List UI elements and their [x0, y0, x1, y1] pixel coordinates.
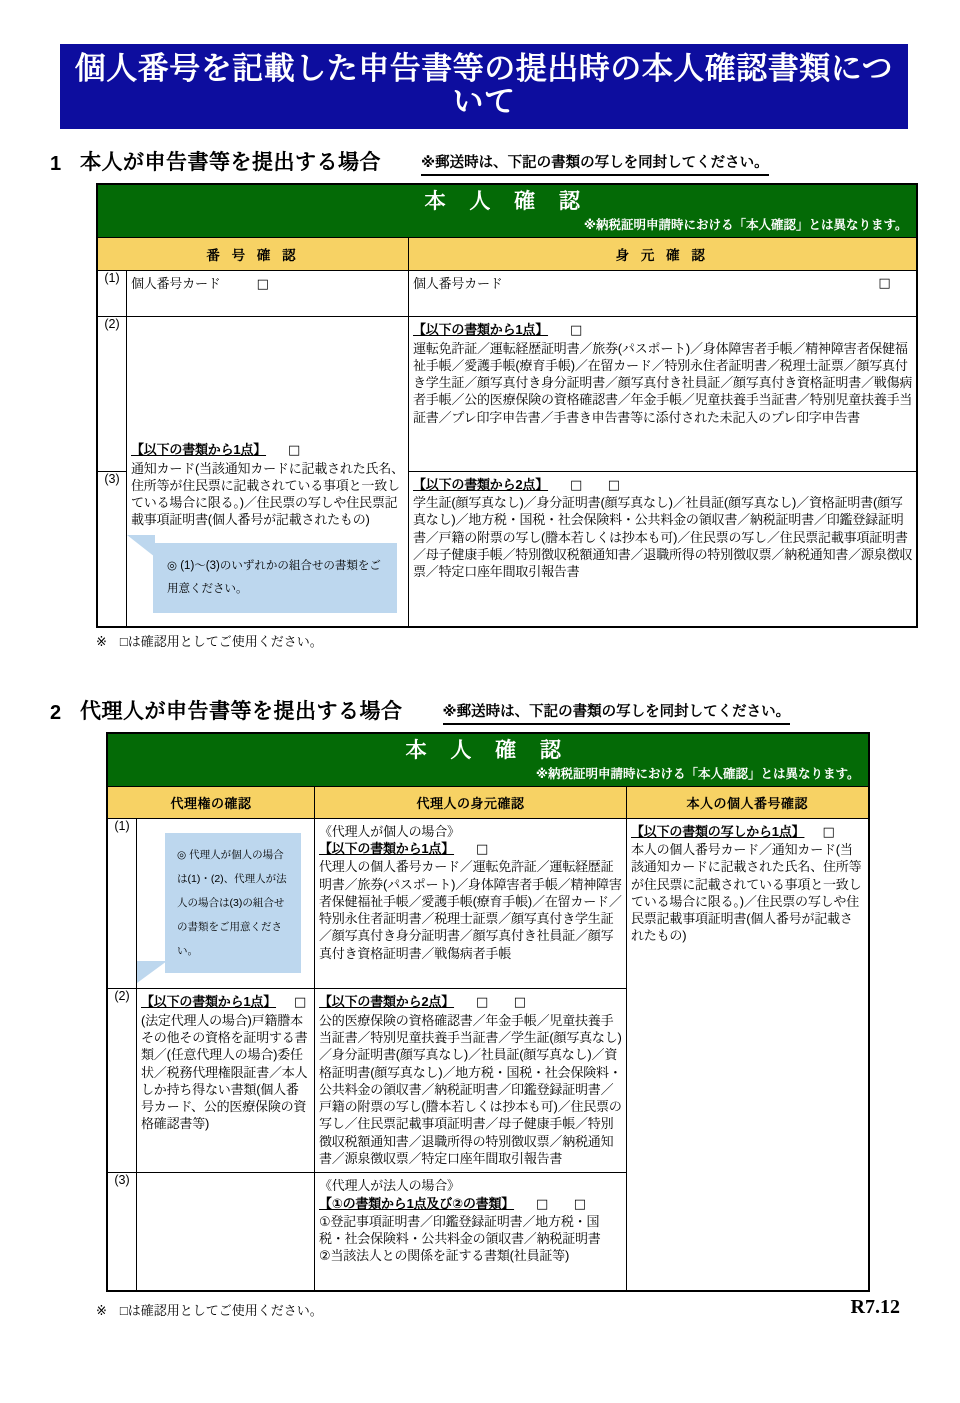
table-row — [97, 271, 917, 317]
table-2-r1-identity-body: 代理人の個人番号カード／運転免許証／運転経歴証明書／旅券(パスポート)／身体障害者手帳／精神障害者保健福祉手帳／愛護手帳(療育手帳)／在留カード／特別永住者証明書／税理士証票／顔写真付き学生証／顔写真付き身分証明書／顔写真付き社員証／顔写真付き資格証明書／戦傷病者手帳 — [319, 859, 622, 961]
table-1-r2-identity-heading: 【以下の書類から1点】 — [413, 322, 549, 338]
table-2-col-header-agency: 代理権の確認 — [107, 786, 315, 818]
checkbox-icon[interactable]: □ — [288, 443, 301, 459]
checkbox-icon[interactable]: □ □ — [536, 1196, 586, 1212]
table-1-number-check-body: 通知カード(当該通知カードに記載された氏名、住所等が住民票に記載されている事項と一致している場合に限る。)／住民票の写しや住民票記載事項証明書(個人番号が記載されたもの) — [131, 460, 404, 528]
table-1-r3-identity-heading: 【以下の書類から2点】 — [413, 476, 549, 492]
table-2-r2-agency-heading: 【以下の書類から1点】 — [141, 994, 277, 1010]
table-row — [97, 317, 917, 472]
combination-callout-2-text: ◎ 代理人が個人の場合は(1)・(2)、代理人が法人の場合は(3)の組合せの書類をご用意ください。 — [177, 848, 287, 958]
table-2-row-index-2: (2) — [107, 989, 137, 1173]
table-1-r1-number-check-label: 個人番号カード — [131, 276, 221, 292]
table-1-r1-identity-check-label: 個人番号カード — [413, 276, 503, 292]
table-2-r3-identity-heading: 【①の書類から1点及び②の書類】 — [319, 1195, 515, 1211]
checkbox-icon[interactable]: □ — [570, 323, 583, 339]
checkbox-icon[interactable]: □ — [878, 276, 891, 292]
checkbox-icon[interactable]: □ □ — [570, 477, 620, 493]
table-1-number-check-heading: 【以下の書類から1点】 — [131, 442, 267, 458]
combination-callout-2 — [165, 833, 301, 974]
table-1-green-title: 本 人 確 認 — [424, 190, 589, 214]
table-1-column-header-row — [97, 238, 917, 271]
identity-verification-table-1 — [96, 183, 918, 628]
page-title: 個人番号を記載した申告書等の提出時の本人確認書類について — [60, 44, 908, 129]
table-1-r2-identity-check — [409, 317, 917, 472]
table-2-r1-agent-identity — [315, 818, 627, 989]
table-2-r2-agency-check — [137, 989, 315, 1173]
checkbox-icon[interactable]: □ — [822, 824, 835, 840]
revision-label: R7.12 — [850, 1296, 900, 1319]
table-2-mynumber-span — [627, 818, 869, 1291]
table-1-r3-identity-check — [409, 471, 917, 626]
table-2-mynumber-body: 本人の個人番号カード／通知カード(当該通知カードに記載された氏名、住所等が住民票に記載されている事項と一致している場合に限る。)／住民票の写しや住民票記載事項証明書(個人番号が記載されたもの) — [631, 842, 862, 944]
table-2-r1-agency-check — [137, 818, 315, 989]
table-1-green-subtitle: ※納税証明申請時における「本人確認」とは異なります。 — [583, 218, 908, 233]
table-2-col-header-agent-identity: 代理人の身元確認 — [315, 786, 627, 818]
section-1-number: 1 — [50, 153, 62, 176]
section-1-mailing-note: ※郵送時は、下記の書類の写しを同封してください。 — [421, 151, 769, 176]
table-2-col-header-mynumber: 本人の個人番号確認 — [627, 786, 869, 818]
table-1-row-index-1: (1) — [97, 271, 127, 317]
checkbox-icon[interactable]: □ — [294, 995, 307, 1011]
table-1-footnote: ※ □は確認用としてご使用ください。 — [96, 633, 323, 649]
table-2-green-subtitle: ※納税証明申請時における「本人確認」とは異なります。 — [535, 766, 860, 781]
table-2-column-header-row — [107, 786, 869, 818]
table-row — [107, 818, 869, 989]
checkbox-icon[interactable]: □ □ — [476, 995, 526, 1011]
checkbox-icon[interactable]: □ — [256, 277, 269, 293]
table-2-r3-agency-check — [137, 1173, 315, 1292]
table-1-green-header — [97, 184, 917, 238]
table-2-r1-identity-heading: 【以下の書類から1点】 — [319, 841, 455, 857]
table-1-col-header-identity-check: 身 元 確 認 — [409, 238, 917, 271]
document-page — [0, 44, 960, 1403]
table-2-footer-row — [96, 1296, 900, 1319]
table-2-footnote: ※ □は確認用としてご使用ください。 — [96, 1303, 323, 1319]
combination-callout-1 — [153, 543, 397, 613]
table-2-r2-agency-body: (法定代理人の場合)戸籍謄本その他その資格を証明する書類／(任意代理人の場合)委任状／税務代理権限証書／本人しか持ち得ない書類(個人番号カード、公的医療保険の資格確認書等) — [141, 1012, 308, 1132]
table-1-r2-identity-body: 運転免許証／運転経歴証明書／旅券(パスポート)／身体障害者手帳／精神障害者保健福祉手帳／愛護手帳(療育手帳)／在留カード／特別永住者証明書／税理士証票／顔写真付き学生証／顔写真付き身分証明書／顔写真付き社員証／顔写真付き資格証明書／戦傷病者手帳／公的医療保険の資格確認書／年金手帳／児童扶養手当証書／特別児童扶養手当証書／プレ印字申告書／手書き申告書等に添付された未記入のプレ印字申告書 — [413, 340, 913, 425]
table-2-r3-identity-body-2: ②当該法人との関係を証する書類(社員証等) — [319, 1248, 570, 1264]
table-2-green-header — [107, 733, 869, 787]
table-2-mynumber-heading: 【以下の書類の写しから1点】 — [631, 823, 805, 839]
table-2-r3-agent-identity — [315, 1173, 627, 1292]
table-1-green-header-row — [97, 184, 917, 238]
table-2-r2-identity-body: 公的医療保険の資格確認書／年金手帳／児童扶養手当証書／特別児童扶養手当証書／学生証(顔写真なし)／身分証明書(顔写真なし)／社員証(顔写真なし)／資格証明書(顔写真なし)／地方税・国税・社会保険料・公共料金の領収書／納税証明書／印鑑登録証明書／戸籍の附票の写し(謄本若しくは抄本も可)／住民票の写し／住民票記載事項証明書／母子健康手帳／特別徴収税額通知書／退職所得の特別徴収票／納税通知書／源泉徴収票／特定口座年間取引報告書 — [319, 1012, 622, 1167]
table-2-r1-identity-case: 《代理人が個人の場合》 — [319, 823, 460, 839]
table-1-row-index-2: (2) — [97, 317, 127, 472]
combination-callout-1-text: ◎ (1)～(3)のいずれかの組合せの書類をご用意ください。 — [167, 559, 381, 595]
table-1-r1-identity-check — [409, 271, 917, 317]
table-1-r3-identity-body: 学生証(顔写真なし)／身分証明書(顔写真なし)／社員証(顔写真なし)／資格証明書(顔写真なし)／地方税・国税・社会保険料・公共料金の領収書／納税証明書／印鑑登録証明書／戸籍の附票の写し(謄本若しくは抄本も可)／住民票の写し／住民票記載事項証明書／母子健康手帳／特別徴収税額通知書／退職所得の特別徴収票／納税通知書／源泉徴収票／特定口座年間取引報告書 — [413, 495, 913, 580]
table-1-number-check-span — [127, 317, 409, 627]
table-2-green-header-row — [107, 733, 869, 787]
identity-verification-table-2 — [106, 732, 870, 1293]
table-2-r2-agent-identity — [315, 989, 627, 1173]
checkbox-icon[interactable]: □ — [476, 842, 489, 858]
table-1-col-header-number-check: 番 号 確 認 — [97, 238, 409, 271]
section-2-heading — [50, 695, 930, 725]
section-2-number: 2 — [50, 701, 62, 724]
table-2-r3-identity-case: 《代理人が法人の場合》 — [319, 1178, 460, 1194]
table-2-r2-identity-heading: 【以下の書類から2点】 — [319, 994, 455, 1010]
section-2-title: 代理人が申告書等を提出する場合 — [80, 699, 403, 723]
table-2-r3-identity-body-1: ①登記事項証明書／印鑑登録証明書／地方税・国税・社会保険料・公共料金の領収書／納税証明書 — [319, 1213, 601, 1247]
table-2-row-index-3: (3) — [107, 1173, 137, 1292]
section-1-heading — [50, 146, 930, 176]
table-2-green-title: 本 人 確 認 — [405, 738, 570, 762]
table-1-r1-number-check — [127, 271, 409, 317]
table-2-row-index-1: (1) — [107, 818, 137, 989]
table-1-row-index-3: (3) — [97, 471, 127, 626]
section-1-title: 本人が申告書等を提出する場合 — [80, 151, 381, 175]
section-2-mailing-note: ※郵送時は、下記の書類の写しを同封してください。 — [443, 700, 791, 725]
